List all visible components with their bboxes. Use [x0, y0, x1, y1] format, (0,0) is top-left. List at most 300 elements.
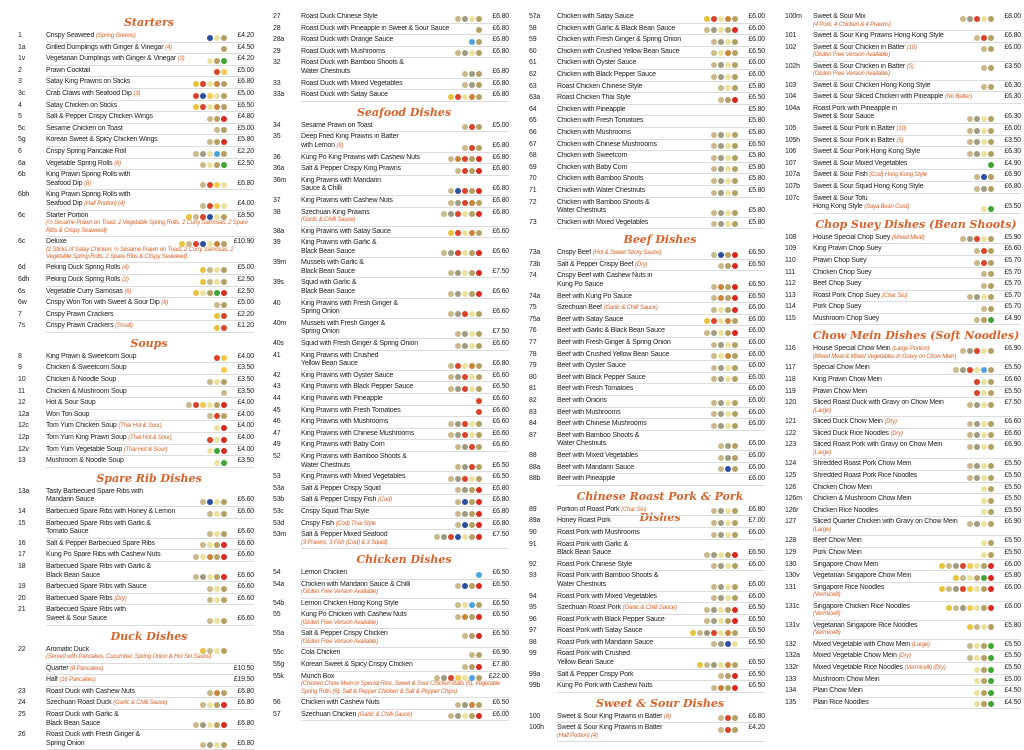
wheat-icon [732, 443, 738, 449]
allergen-icons [200, 203, 227, 209]
drumstick-icon [455, 331, 461, 337]
allergen-icons [200, 182, 227, 188]
item-price: £4.00 [237, 399, 254, 407]
item-name [813, 676, 971, 685]
item-price: £6.50 [492, 569, 509, 577]
item-number: 114 [785, 303, 796, 311]
item-number: 68 [529, 152, 537, 160]
item-body [301, 176, 509, 196]
item-number: 74 [529, 272, 537, 280]
item-name-text: Lemon Chicken Hong Kong Style [301, 599, 399, 607]
item-name-text: King Prawns with Fresh Ginger & Spring Onion [301, 299, 398, 316]
item-body [557, 315, 765, 327]
allergen-icons [193, 290, 227, 296]
drumstick-icon [718, 727, 724, 733]
soya-icon [207, 448, 213, 454]
item-number: 122 [785, 429, 797, 437]
item-body [813, 387, 1021, 399]
wheat-icon [221, 93, 227, 99]
chilli-icon [732, 284, 738, 290]
item-name [301, 320, 452, 337]
vegetable-icon [974, 128, 980, 134]
allergen-icons [448, 200, 482, 206]
item-name [813, 441, 964, 450]
menu-item [785, 159, 1021, 171]
menu-item [273, 47, 509, 59]
item-main [813, 93, 1021, 102]
item-name-text: Roast Pork with Mushrooms [557, 528, 640, 536]
item-main [813, 676, 1021, 685]
item-price: £6.50 [748, 94, 765, 102]
item-name-text: Chicken with Oyster Sauce [557, 59, 637, 67]
item-body [557, 35, 765, 47]
allergen-icons [448, 432, 482, 438]
menu-item [273, 698, 509, 710]
item-name [557, 506, 708, 515]
item-note: (3) [177, 56, 185, 63]
item-number: 22 [18, 645, 26, 653]
drumstick-icon [207, 116, 213, 122]
soya-icon [974, 367, 980, 373]
item-note: (No Batter) [944, 94, 973, 101]
item-body [301, 382, 509, 394]
wheat-icon [214, 542, 220, 548]
sesame-icon [193, 81, 199, 87]
menu-item [18, 539, 254, 551]
drumstick-icon [967, 421, 973, 427]
prawn-icon [207, 182, 213, 188]
item-price: £6.00 [748, 327, 765, 335]
item-number: 102 [785, 43, 797, 51]
item-main [46, 583, 254, 592]
vegetable-icon [448, 250, 454, 256]
drumstick-icon [462, 124, 468, 130]
menu-item [529, 361, 765, 373]
item-main [46, 376, 254, 385]
soya-icon [725, 400, 731, 406]
item-note: (Char Siu) [621, 506, 647, 513]
soya-icon [725, 39, 731, 45]
menu-item [529, 315, 765, 327]
item-main [46, 595, 254, 604]
item-name [557, 25, 701, 34]
soya-icon [214, 618, 220, 624]
wheat-icon [988, 65, 994, 71]
drumstick-icon [711, 252, 717, 258]
item-name [557, 385, 735, 394]
wheat-icon [988, 521, 994, 527]
item-price: £7.00 [748, 517, 765, 525]
item-main [46, 563, 254, 580]
vegetable-icon [455, 374, 461, 380]
item-note: (10) [906, 44, 917, 51]
drumstick-icon [711, 353, 717, 359]
wheat-icon [214, 139, 220, 145]
item-name [557, 117, 735, 126]
soya-icon [214, 511, 220, 517]
item-main [557, 117, 765, 126]
menu-item [273, 371, 509, 383]
item-name-text: Half [46, 676, 58, 684]
allergen-icons [441, 250, 482, 256]
drumstick-icon [711, 423, 717, 429]
sesame-icon [214, 325, 220, 331]
chilli-icon [221, 437, 227, 443]
drumstick-icon [967, 402, 973, 408]
item-number: 43 [273, 383, 281, 391]
item-name-text: Prawn Chow Mein [813, 387, 867, 395]
chilli-icon [732, 552, 738, 558]
item-number: 33 [273, 79, 281, 87]
vegetable-icon [200, 574, 206, 580]
item-body [557, 271, 765, 291]
item-description: (Gluten Free Version Available) [301, 638, 378, 645]
item-main [301, 300, 509, 317]
sesame-icon [179, 241, 185, 247]
menu-item [529, 626, 765, 638]
item-name-text: Roast Pork with Mixed Vegetables [557, 592, 657, 600]
item-name-text: Crispy Seaweed [46, 32, 95, 39]
chilli-icon [476, 487, 482, 493]
item-body [557, 140, 765, 152]
item-body [813, 363, 1021, 375]
item-number: 100 [529, 712, 541, 720]
item-number: 100m [785, 13, 802, 20]
vegan-leaf-icon [988, 206, 994, 212]
item-name-text: Crispy Spring Pancake Roll [46, 147, 127, 155]
item-name-text: Szechuan Beef [557, 304, 602, 312]
allergen-icons [455, 702, 482, 708]
menu-item [529, 35, 765, 47]
soya-icon [462, 270, 468, 276]
menu-item [18, 112, 254, 124]
menu-item [529, 603, 765, 615]
menu-item [273, 648, 509, 660]
soya-icon [200, 290, 206, 296]
item-body [301, 530, 509, 549]
wheat-icon [221, 690, 227, 696]
drumstick-icon [448, 476, 454, 482]
allergen-icons [967, 463, 994, 469]
drumstick-icon [448, 200, 454, 206]
section-title: Chow Mein Dishes (Soft Noodles) [812, 329, 1020, 343]
item-name-text: Beef Chow Mein [813, 537, 862, 545]
wheat-icon [214, 162, 220, 168]
section-title: Chop Suey Dishes (Bean Shoots) [815, 217, 1017, 231]
allergen-icons [981, 306, 994, 312]
menu-item [785, 302, 1021, 314]
item-name-text: Mussels with Garlic & Black Bean Sauce [301, 259, 364, 275]
drumstick-icon [711, 641, 717, 647]
menu-item [529, 451, 765, 463]
item-main [813, 460, 1021, 469]
soya-icon [214, 437, 220, 443]
item-name-text: Beef with Crushed Yellow Bean Sauce [557, 350, 670, 358]
lemon-icon [469, 602, 475, 608]
egg-icon [967, 563, 973, 569]
menu-item [785, 583, 1021, 602]
item-name [301, 531, 431, 540]
item-body [557, 186, 765, 198]
item-name [46, 102, 190, 111]
allergen-icons [967, 402, 994, 408]
menu-item [785, 194, 1021, 214]
item-name-text: Vegetarian Singapore Rice Noodles [813, 621, 918, 629]
allergen-icons [974, 690, 994, 696]
drumstick-icon [960, 348, 966, 354]
item-body [557, 105, 765, 117]
item-name-text: Kung Po Spare Ribs with Cashew Nuts [46, 551, 161, 559]
item-name [301, 48, 452, 57]
item-name [301, 154, 445, 163]
menu-item [785, 698, 1021, 710]
item-name-text: Beef with Satay Sauce [557, 315, 624, 323]
item-main [557, 409, 765, 418]
soya-icon [718, 662, 724, 668]
soya-icon [469, 331, 475, 337]
menu-item [785, 136, 1021, 148]
menu-item [273, 299, 509, 319]
item-body [557, 384, 765, 396]
vegetable-icon [462, 487, 468, 493]
item-main [557, 83, 765, 92]
item-name [301, 441, 452, 450]
item-name [557, 541, 701, 558]
item-body [813, 31, 1021, 43]
prawn-icon [214, 69, 220, 75]
item-name-text: King Prawn Chop Suey [813, 245, 882, 253]
item-number: 1 [18, 32, 22, 39]
sesame-icon [946, 605, 952, 611]
soya-icon [725, 584, 731, 590]
item-body [813, 429, 1021, 441]
wheat-icon [732, 532, 738, 538]
soya-icon [469, 343, 475, 349]
item-number: 18 [18, 562, 26, 570]
drumstick-icon [967, 128, 973, 134]
item-price: £5.70 [1004, 291, 1021, 299]
menu-item [785, 429, 1021, 441]
item-name-text: Chicken with Garlic & Black Bean Sauce [557, 24, 676, 32]
prawn-icon [214, 355, 220, 361]
item-price: £6.60 [492, 418, 509, 426]
item-body [813, 182, 1021, 194]
item-main [557, 385, 765, 394]
item-name [557, 48, 708, 57]
item-body [301, 12, 509, 24]
item-body [301, 132, 509, 152]
item-name-text: Lemon Chicken [301, 569, 348, 577]
soya-icon [732, 641, 738, 647]
item-body [301, 79, 509, 91]
soya-icon [981, 128, 987, 134]
vegetable-icon [981, 186, 987, 192]
soya-icon [469, 50, 475, 56]
item-name-text: Aromatic Duck [46, 645, 89, 653]
wheat-icon [988, 271, 994, 277]
item-body [557, 47, 765, 59]
item-number: 1a [18, 43, 26, 51]
allergen-icons [448, 386, 482, 392]
item-price: £5.50 [1004, 472, 1021, 480]
menu-item [18, 310, 254, 322]
item-name-text: Sweet & Sour King Prawns Hong Kong Style [813, 32, 944, 39]
item-name-text: Roast Pork with Crushed Yellow Bean Sauce [557, 650, 630, 667]
allergen-icons [981, 206, 994, 212]
fish-icon [725, 641, 731, 647]
menu-item [785, 651, 1021, 663]
vegetable-icon [967, 348, 973, 354]
item-number: 75a [529, 315, 541, 323]
vegetable-icon [718, 166, 724, 172]
item-name [813, 93, 991, 102]
menu-item [785, 471, 1021, 483]
item-price: £7.50 [1004, 399, 1021, 407]
drumstick-icon [207, 413, 213, 419]
item-body [813, 686, 1021, 698]
item-name-text: Szechuan Chicken [301, 710, 357, 718]
wheat-icon [988, 421, 994, 427]
soya-icon [718, 630, 724, 636]
drumstick-icon [455, 499, 461, 505]
item-name [557, 293, 708, 302]
item-name-text: Roast Pork with Mandarin Sauce [557, 638, 653, 646]
item-body [813, 651, 1021, 663]
item-main [301, 372, 509, 381]
item-name [557, 374, 708, 383]
item-number: 63 [529, 82, 537, 90]
item-number: 126 [785, 483, 797, 491]
drumstick-icon [207, 279, 213, 285]
menu-item [273, 339, 509, 351]
item-main [557, 506, 765, 515]
wheat-icon [988, 552, 994, 558]
item-name-text: Roast Duck with Satay Sauce [301, 91, 388, 99]
menu-item [18, 687, 254, 699]
vegetable-icon [960, 605, 966, 611]
nut-icon [462, 614, 468, 620]
menu-item [273, 382, 509, 394]
lemon-icon [469, 39, 475, 45]
menu-item [18, 89, 254, 101]
item-main [813, 13, 1021, 22]
soya-icon [718, 330, 724, 336]
item-number: 83 [529, 408, 537, 416]
item-body [301, 648, 509, 660]
item-name [301, 520, 452, 529]
item-description: (Vermicelli) [813, 592, 841, 599]
allergen-icons [448, 374, 482, 380]
allergen-icons [711, 508, 738, 514]
prawn-icon [214, 413, 220, 419]
wheat-icon [988, 390, 994, 396]
drumstick-icon [200, 499, 206, 505]
item-body [813, 560, 1021, 572]
allergen-icons [214, 325, 227, 331]
vegetable-icon [974, 421, 980, 427]
item-body [557, 670, 765, 682]
item-name-text: Beef with Onions [557, 397, 607, 404]
item-main [46, 665, 254, 674]
item-number: 71 [529, 186, 537, 194]
drumstick-icon [455, 487, 461, 493]
wheat-icon [988, 35, 994, 41]
vegetable-icon [974, 444, 980, 450]
item-body [46, 159, 254, 171]
vegan-leaf-icon [214, 448, 220, 454]
item-main [301, 209, 509, 218]
allergen-icons [455, 511, 482, 517]
menu-item [18, 159, 254, 171]
item-number: 6b [18, 171, 26, 179]
item-name-text: Hot & Sour Soup [46, 399, 96, 407]
vegetable-icon [718, 411, 724, 417]
item-price: £6.80 [492, 24, 509, 32]
item-number: 6s [18, 287, 25, 295]
wheat-icon [476, 386, 482, 392]
item-main [557, 25, 765, 34]
item-name-text: Tom Yum King Prawn Soup [46, 434, 127, 442]
prawn-icon [476, 409, 482, 415]
item-name-text: Beef with Fresh Ginger & Spring Onion [557, 339, 671, 347]
item-price: £6.80 [492, 185, 509, 193]
menu-item [785, 686, 1021, 698]
item-number: 40s [273, 340, 284, 348]
item-description: (Large) [813, 450, 831, 457]
menu-item [273, 495, 509, 507]
item-name [557, 164, 708, 173]
item-body [46, 562, 254, 582]
vegetable-icon [462, 331, 468, 337]
menu-item [529, 116, 765, 128]
item-body [813, 663, 1021, 675]
chilli-icon [988, 605, 994, 611]
item-body [46, 287, 254, 299]
item-name [557, 452, 715, 461]
menu-item [785, 560, 1021, 572]
item-note: (Vermicelli) (Dry) [904, 664, 946, 671]
item-body [46, 487, 254, 507]
item-price: £6.50 [492, 383, 509, 391]
item-number: 110 [785, 256, 796, 264]
item-name [557, 724, 715, 733]
item-name [557, 327, 701, 336]
item-main [813, 549, 1021, 558]
wheat-icon [221, 241, 227, 247]
item-price: £6.00 [748, 304, 765, 312]
allergen-icons [967, 294, 994, 300]
wheat-icon [214, 574, 220, 580]
drumstick-icon [718, 97, 724, 103]
item-price: £6.50 [492, 611, 509, 619]
item-number: 81 [529, 385, 537, 393]
item-price: £6.50 [748, 638, 765, 646]
item-price: £4.80 [237, 113, 254, 121]
vegetable-icon [718, 584, 724, 590]
wheat-icon [732, 376, 738, 382]
item-price: £6.00 [748, 24, 765, 32]
item-price: £6.90 [1004, 171, 1021, 179]
item-body [557, 373, 765, 385]
item-name-text: Quarter [46, 664, 69, 672]
item-name [557, 432, 715, 449]
item-price: £4.20 [237, 55, 254, 63]
soya-icon [725, 595, 731, 601]
item-name [46, 711, 190, 728]
wheat-icon [476, 71, 482, 77]
item-name [46, 55, 204, 64]
allergen-icons [455, 464, 482, 470]
